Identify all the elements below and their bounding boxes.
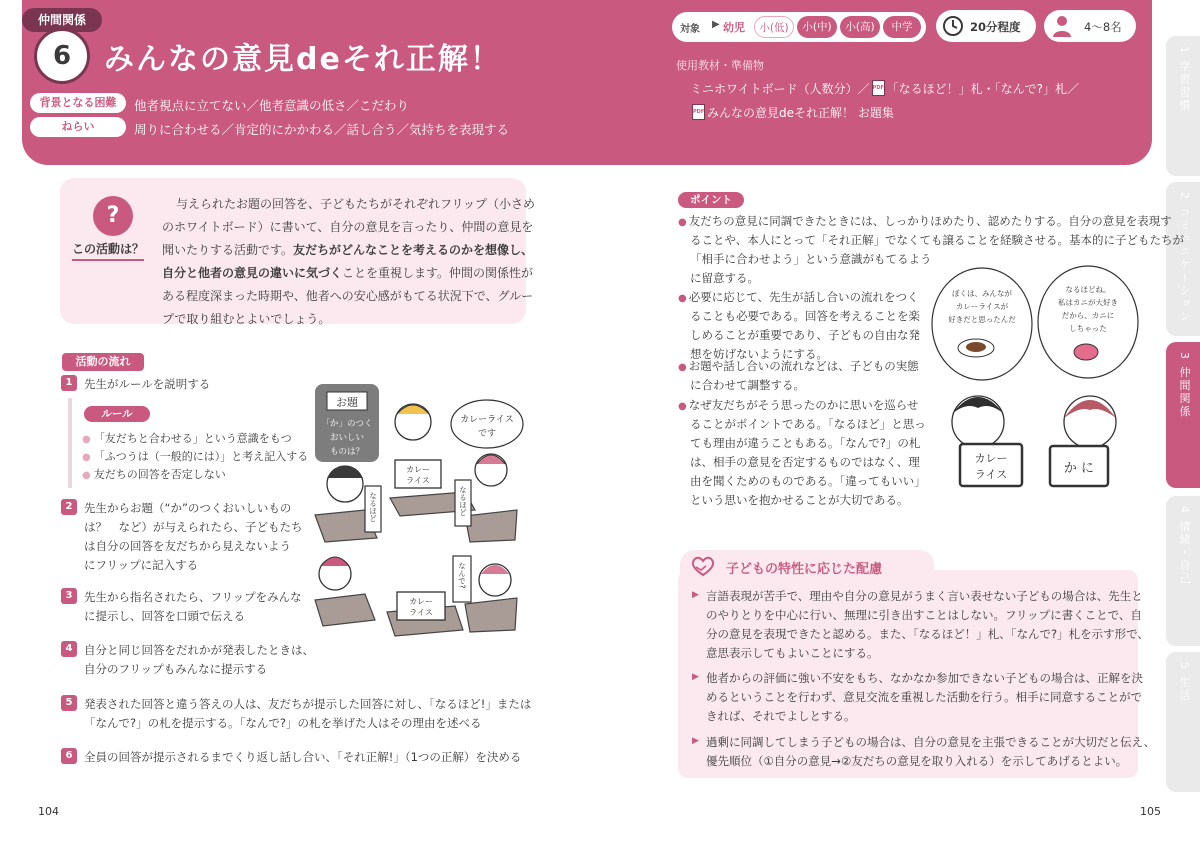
rule-item: ● 「友だちと合わせる」という意識をもつ: [82, 430, 292, 446]
group-size-text: 4～8名: [1084, 20, 1122, 34]
duration-text: 20分程度: [970, 20, 1021, 34]
care-line: ▶ 過剰に同調してしまう子どもの場合は、自分の意見を主張できることが大切だと伝え、: [706, 734, 1155, 750]
point-line: ることがポイントである。「なるほど」と思っ: [690, 417, 926, 431]
pdf-icon: [872, 80, 885, 96]
aim-label: ねらい: [30, 117, 126, 137]
care-line: きれば、それでよしとする。: [706, 709, 856, 723]
svg-text:だから、カニに: だから、カニに: [1061, 311, 1115, 320]
intro-line: プで取り組むとよいでしょう。: [162, 312, 331, 326]
svg-text:ぼくは、みんなが: ぼくは、みんなが: [952, 289, 1012, 298]
rules-heading: ルール: [84, 406, 150, 422]
svg-text:カレー: カレー: [974, 452, 1008, 465]
step-number: 1: [61, 375, 77, 391]
step-text: 全員の回答が提示されるまでくり返し話し合い、「それ正解!」（1つの正解）を決める: [84, 750, 522, 764]
svg-text:カレーライスが: カレーライスが: [955, 302, 1009, 311]
level-pill-low: 小(低): [754, 16, 794, 38]
svg-text:カレー: カレー: [409, 597, 433, 606]
side-tab-emotion-self[interactable]: 4 情緒・自己: [1166, 496, 1200, 646]
point-line: ● お題や話し合いの流れなどは、子どもの実態: [678, 358, 919, 374]
svg-text:ものは？: ものは？: [329, 447, 365, 457]
step-text: に提示し、回答を口頭で伝える: [84, 609, 245, 623]
level-pill-junior-high: 中学: [883, 16, 921, 38]
difficulty-text: 他者視点に立てない／他者意識の低さ／こだわり: [134, 98, 410, 113]
materials-label: 使用教材・準備物: [676, 59, 764, 72]
point-line: ● なぜ友だちがそう思ったのかに思いを巡らせ: [678, 397, 918, 413]
point-line: 由を聞くためのものである。「違ってもいい」: [690, 474, 926, 488]
care-line: めるということを行わず、意見交流を重視した活動を行う。相手に同意することがで: [706, 690, 1143, 704]
level-pill-mid: 小(中): [797, 16, 837, 38]
svg-text:なるほど: なるほど: [458, 486, 468, 516]
side-tab-peer-relations[interactable]: 3 仲間関係: [1166, 342, 1200, 488]
step-text: 「なんで?」の札を提示する。「なんで?」の札を挙げた人はその理由を述べる: [84, 716, 482, 730]
svg-text:お題: お題: [336, 396, 358, 409]
person-icon: [1052, 15, 1072, 37]
page-number-right: 105: [1140, 805, 1161, 818]
care-line: ▶ 言語表現が苦手で、理由や自分の意見がうまく言い表せない子どもの場合は、先生と: [706, 588, 1143, 604]
point-line: に合わせて調整する。: [690, 378, 805, 392]
svg-text:ライス: ライス: [409, 608, 433, 617]
step-text: は自分の回答を友だちから見えないよう: [84, 539, 291, 553]
svg-text:ライス: ライス: [974, 468, 1008, 481]
step-text: にフリップに記入する: [84, 558, 199, 572]
materials-whiteboard: ミニホワイトボード（人数分）／: [690, 82, 870, 96]
activity-number: 6: [34, 28, 90, 84]
step-number: 6: [61, 748, 77, 764]
classroom-illustration: [305, 380, 525, 662]
step-text: は？ など）が与えられたら、子どもたち: [84, 520, 303, 534]
step-number: 5: [61, 695, 77, 711]
step-text: 先生からお題（“か”のつくおいしいもの: [84, 501, 292, 515]
svg-text:カレーライス: カレーライス: [460, 415, 514, 425]
materials-line-2: [690, 104, 894, 121]
page-title: みんなの意見deそれ正解！: [104, 42, 502, 77]
point-line: という思いを抱かせることが大切である。: [690, 493, 909, 507]
svg-text:しちゃった: しちゃった: [1069, 324, 1107, 333]
clock-icon: [941, 14, 965, 38]
heart-hands-icon: [690, 554, 716, 578]
target-preschool: 幼児: [723, 21, 745, 34]
level-pill-high: 小(高): [840, 16, 880, 38]
svg-text:なるほどね。: なるほどね。: [1065, 285, 1111, 294]
step-text: 自分のフリップもみんなに提示する: [84, 662, 268, 676]
speech-bubble: [1038, 266, 1138, 378]
step-text: 自分と同じ回答をだれかが発表したときは、: [84, 643, 314, 657]
step-number: 4: [61, 641, 77, 657]
svg-text:私はカニが大好き: 私はカニが大好き: [1058, 298, 1118, 307]
materials-question-set: みんなの意見deそれ正解！ お題集: [707, 106, 894, 120]
rule-bracket: [68, 398, 72, 488]
svg-text:「か」のつく: 「か」のつく: [321, 419, 373, 429]
step-text: 先生から指名されたら、フリップをみんな: [84, 590, 302, 604]
step-text: 発表された回答と違う答えの人は、友だちが提示した回答に対し、「なるほど!」または: [84, 697, 532, 711]
point-line: ても理由が違うこともある。「なんで?」の札: [690, 436, 921, 450]
intro-line: 聞いたりする活動です。友だちがどんなことを考えるのかを想像し、: [162, 243, 534, 257]
intro-line: 与えられたお題の回答を、子どもたちがそれぞれフリップ（小さめ: [176, 197, 536, 211]
speech-bubble: [932, 268, 1032, 380]
care-line: 優先順位（①自分の意見→②友だちの意見を取り入れる）を示してあげるとよい。: [706, 754, 1128, 768]
point-line: 想を妨げないようにする。: [690, 347, 828, 361]
point-line: ることも必要である。回答を考えることを楽: [690, 309, 920, 323]
aim-text: 周りに合わせる／肯定的にかかわる／話し合う／気持ちを表現する: [134, 122, 510, 137]
rule-item: ● 「ふつうは（一般的には）」と考え記入する: [82, 448, 308, 464]
category-tab: 仲間関係: [22, 8, 102, 32]
step-text: 先生がルールを説明する: [84, 377, 211, 391]
step-number: 2: [61, 499, 77, 515]
svg-text:です: です: [477, 429, 497, 439]
flow-heading: 活動の流れ: [62, 353, 144, 371]
points-heading: ポイント: [678, 192, 744, 208]
point-line: 「相手に合わせよう」という意識がもてるよう: [690, 252, 932, 266]
page-number-left: 104: [38, 805, 59, 818]
svg-text:なるほど: なるほど: [368, 492, 378, 522]
point-line: ● 必要に応じて、先生が話し合いの流れをつく: [678, 289, 919, 305]
side-tab-study-habits[interactable]: 1 学習習慣: [1166, 36, 1200, 176]
svg-text:好きだと思ったんだ: 好きだと思ったんだ: [948, 315, 1016, 324]
intro-label: この活動は？: [72, 240, 144, 261]
svg-text:カレー: カレー: [406, 465, 430, 474]
two-children-illustration: [930, 262, 1140, 498]
difficulty-label: 背景となる困難: [30, 93, 126, 113]
point-line: は、相手の意見を否定するものではなく、理: [690, 455, 920, 469]
materials-cards: 「なるほど！」札・「なんで?」札／: [886, 82, 1080, 96]
step-number: 3: [61, 588, 77, 604]
point-line: しめることが重要であり、子どもの自由な発: [690, 328, 920, 342]
crab-icon: [1074, 344, 1098, 360]
care-title: 子どもの特性に応じた配慮: [726, 562, 883, 577]
intro-line: 自分と他者の意見の違いに気づくことを重視します。仲間の関係性が: [162, 266, 534, 280]
intro-line: ある程度深まった時期や、他者への安心感がもてる状況下で、グルー: [162, 289, 534, 303]
svg-text:か に: か に: [1063, 461, 1095, 476]
care-line: ▶ 他者からの評価に強い不安をもち、なかなか参加できない子どもの場合は、正解を決: [706, 670, 1143, 686]
pdf-icon: [692, 104, 705, 120]
triangle-right-icon: ▶: [712, 19, 720, 30]
care-line: 意思表示してもよいことにする。: [706, 646, 879, 660]
materials-line-1: [690, 80, 1079, 97]
care-line: のやりとりを中心に行い、無理に引き出すことはしない。フリップに書くことで、自: [706, 608, 1142, 622]
side-tab-communication[interactable]: 2 コミュニケーション: [1166, 182, 1200, 336]
svg-text:おいしい: おいしい: [329, 433, 365, 443]
target-label: 対象: [680, 24, 700, 35]
question-icon: ?: [93, 196, 133, 236]
intro-line: のホワイトボード）に書いて、自分の意見を言ったり、仲間の意見を: [162, 220, 534, 234]
side-tab-daily-life[interactable]: 5 生活: [1166, 652, 1200, 792]
rule-item: ● 友だちの回答を否定しない: [82, 466, 226, 482]
point-line: に留意する。: [690, 271, 759, 285]
svg-text:ライス: ライス: [406, 476, 430, 485]
care-line: 分の意見を表現できたと認める。また、「なるほど！」札、「なんで?」札を示す形で、: [706, 627, 1149, 641]
svg-text:なんで?: なんで?: [457, 562, 467, 589]
point-line: ることや、本人にとって「それ正解」でなくても譲ることを経験させる。基本的に子どもたちが: [690, 233, 1185, 247]
point-line: ● 友だちの意見に同調できたときには、しっかりほめたり、認めたりする。自分の意見を表現す: [678, 213, 1172, 229]
